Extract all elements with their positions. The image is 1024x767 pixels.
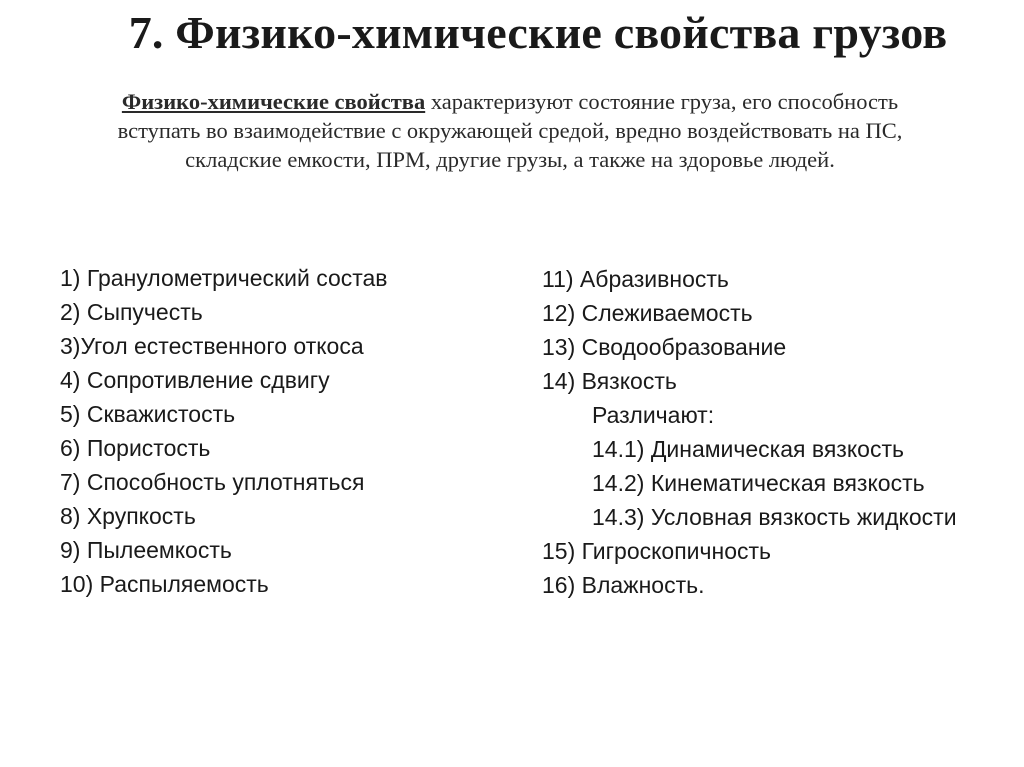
- intro-line-2: вступать во взаимодействие с окружающей средой, вредно воздействовать на ПС,: [117, 118, 903, 143]
- list-item: 13) Сводообразование: [542, 334, 787, 360]
- intro-line-3: складские емкости, ПРМ, другие грузы, а также на здоровье людей.: [185, 147, 835, 172]
- list-subitem: 14.3) Условная вязкость жидкости: [592, 504, 957, 530]
- intro-term: Физико-химические свойства: [121, 89, 426, 114]
- list-item: 5) Скважистость: [60, 401, 236, 427]
- list-item: 3)Угол естественного откоса: [60, 333, 364, 359]
- list-item: 7) Способность уплотняться: [60, 469, 365, 495]
- list-item: 16) Влажность.: [542, 572, 705, 598]
- slide-title: 7. Физико-химические свойства грузов: [128, 7, 948, 58]
- list-item: 8) Хрупкость: [60, 503, 196, 529]
- list-item: 12) Слеживаемость: [542, 300, 753, 326]
- properties-list-right: [542, 262, 1022, 602]
- list-item: 9) Пылеемкость: [60, 537, 232, 563]
- intro-line-1: [40, 87, 980, 116]
- properties-list-left: [60, 261, 480, 601]
- list-subheading: Различают:: [592, 402, 715, 428]
- list-subitem: 14.2) Кинематическая вязкость: [592, 470, 925, 496]
- list-item: 11) Абразивность: [542, 266, 729, 292]
- list-item: 6) Пористость: [60, 435, 211, 461]
- intro-paragraph: [40, 87, 980, 174]
- list-item: 15) Гигроскопичность: [542, 538, 772, 564]
- list-item: 1) Гранулометрический состав: [60, 265, 388, 291]
- list-item: 10) Распыляемость: [60, 571, 269, 597]
- list-item: 4) Сопротивление сдвигу: [60, 367, 330, 393]
- list-subitem: 14.1) Динамическая вязкость: [592, 436, 904, 462]
- list-item: 14) Вязкость: [542, 368, 677, 394]
- intro-line-1-rest: характеризуют состояние груза, его способность: [425, 89, 899, 114]
- list-item: 2) Сыпучесть: [60, 299, 203, 325]
